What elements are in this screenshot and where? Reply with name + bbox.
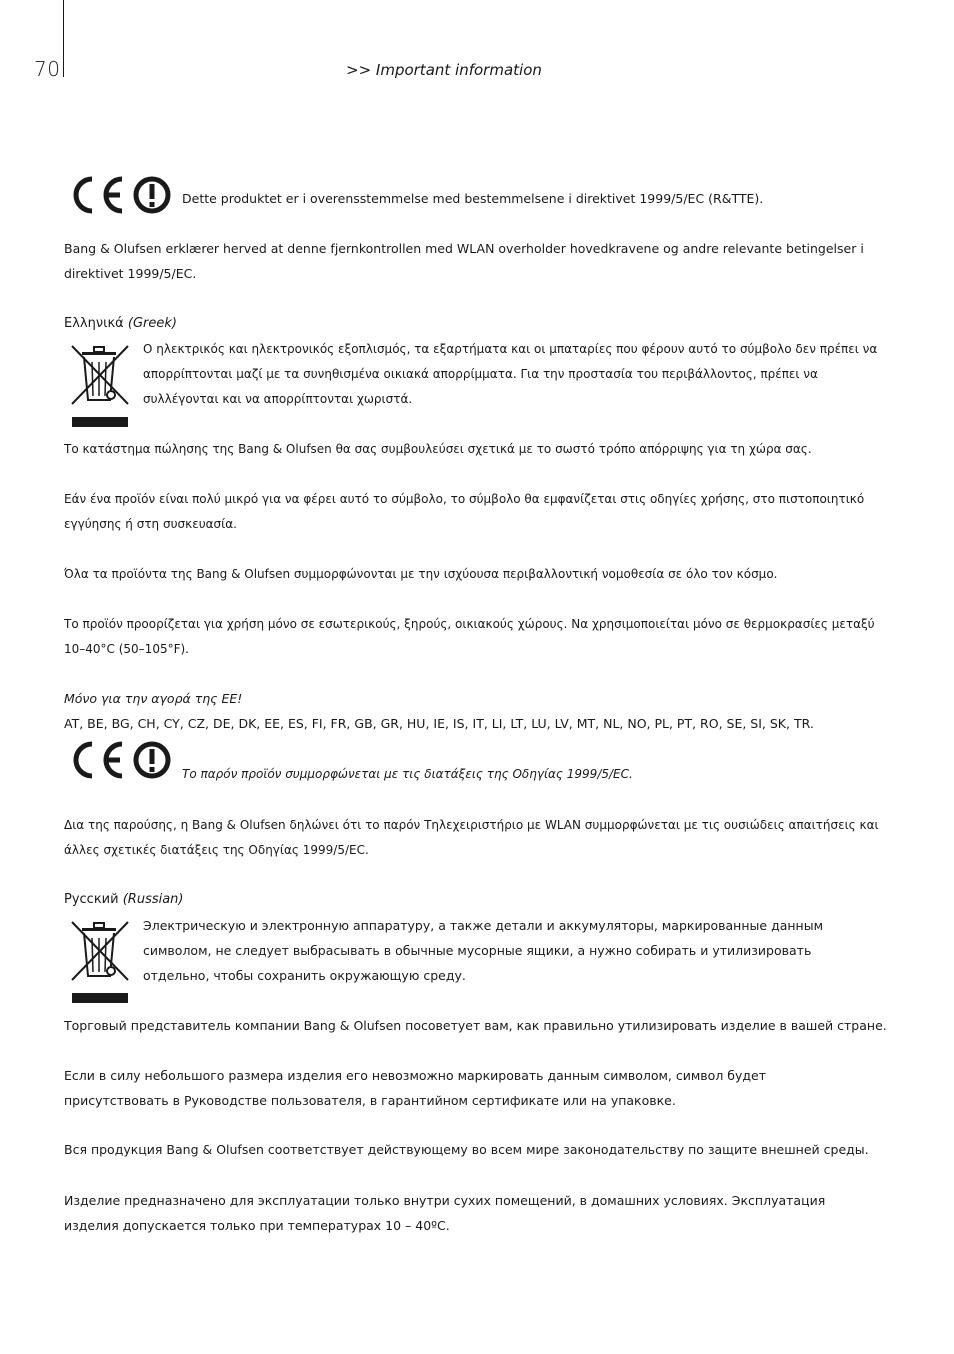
greek-weee-text: Ο ηλεκτρικός και ηλεκτρονικός εξοπλισμός, τα εξαρτήματα και οι μπαταρίες που φέρουν αυτό το σύμβολο δεν πρέπει να απορρίπτονται μαζί με τα συνηθισμένα οικιακά απορρίμματα. Για την προστασία του περιβάλλοντος, πρέπει να συλλέγονται και να απορρίπτονται χωριστά. [143, 342, 878, 406]
russian-weee-text: Электрическую и электронную аппаратуру, а также детали и аккумуляторы, маркированные данным символом, не следует выбрасывать в обычные мусорные ящики, а нужно собирать и утилизировать отдельно, чтобы сохранить окружающую среду. [143, 918, 824, 983]
crossed-out-bin-icon [68, 918, 132, 1006]
page-number: 70 [34, 57, 61, 81]
greek-para-2: Εάν ένα προϊόν είναι πολύ μικρό για να φέρει αυτό το σύμβολο, το σύμβολο θα εμφανίζεται στις οδηγίες χρήσης, στο πιστοποιητικό εγγύησης ή στη συσκευασία. [64, 492, 865, 531]
crossed-out-bin-icon [68, 342, 132, 430]
alert-class-2-icon [136, 179, 168, 211]
greek-ce-statement: Το παρόν προϊόν συμμορφώνεται με τις διατάξεις της Οδηγίας 1999/5/EC. [182, 767, 633, 781]
russian-para-2: Если в силу небольшого размера изделия его невозможно маркировать данным символом, символ будет присутствовать в Руководстве пользователя, в гарантийном сертификате или на упаковке. [64, 1068, 767, 1108]
alert-class-2-icon [136, 744, 168, 776]
ce-mark-icon [64, 174, 176, 216]
russian-para-1: Торговый представитель компании Bang & Olufsen посоветует вам, как правильно утилизировать изделие в вашей стране. [64, 1018, 887, 1033]
norsk-ce-statement: Dette produktet er i overensstemmelse med bestemmelsene i direktivet 1999/5/EC (R&TTE). [182, 191, 764, 206]
greek-para-4: Το προϊόν προορίζεται για χρήση μόνο σε εσωτερικούς, ξηρούς, οικιακούς χώρους. Να χρησιμοποιείται μόνο σε θερμοκρασίες μεταξύ 10–40°C (50–105°F). [64, 617, 875, 656]
greek-para-3: Όλα τα προϊόντα της Bang & Olufsen συμμορφώνονται με την ισχύουσα περιβαλλοντική νομοθεσία σε όλο τον κόσμο. [64, 567, 778, 581]
greek-heading: Ελληνικά (Greek) [64, 316, 177, 331]
russian-para-4: Изделие предназначено для эксплуатации только внутри сухих помещений, в домашних условиях. Эксплуатация изделия допускается только при температурах 10 – 40ºC. [64, 1193, 826, 1233]
ce-mark-icon [64, 739, 176, 781]
page-margin-rule [63, 0, 64, 77]
russian-para-3: Вся продукция Bang & Olufsen соответствует действующему во всем мире законодательству по защите внешней среды. [64, 1142, 869, 1157]
norsk-declaration: Bang & Olufsen erklærer herved at denne fjernkontrollen med WLAN overholder hovedkravene og andre relevante betingelser i direktivet 1999/5/EC. [64, 241, 864, 281]
greek-declaration: Δια της παρούσης, η Bang & Olufsen δηλώνει ότι το παρόν Τηλεχειριστήριο με WLAN συμμορφώνεται με τις ουσιώδεις απαιτήσεις και άλλες σχετικές διατάξεις της Οδηγίας 1999/5/EC. [64, 818, 879, 857]
russian-heading: Русский (Russian) [64, 892, 184, 907]
greek-country-list: AT, BE, BG, CH, CY, CZ, DE, DK, EE, ES, FI, FR, GB, GR, HU, IE, IS, IT, LI, LT, LU, LV, MT, NL, NO, PL, PT, RO, SE, SI, SK, TR. [64, 716, 814, 731]
greek-eu-only: Μόνο για την αγορά της ΕΕ! [64, 691, 243, 706]
section-header: >> Important information [346, 61, 542, 79]
greek-para-1: Το κατάστημα πώλησης της Bang & Olufsen θα σας συμβουλεύσει σχετικά με το σωστό τρόπο απόρριψης για τη χώρα σας. [64, 442, 812, 456]
